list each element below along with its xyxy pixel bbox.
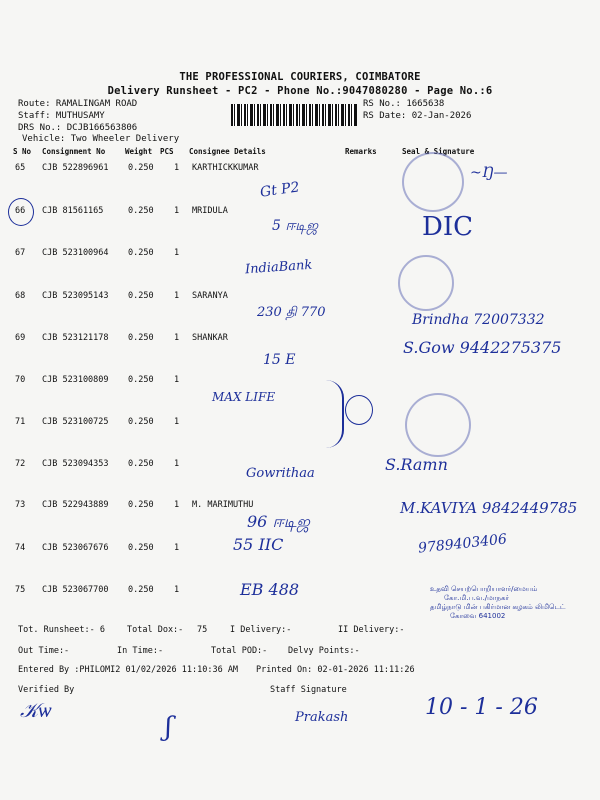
ii-delivery: II Delivery:- <box>338 625 405 635</box>
row-consignment: CJB 523095143 <box>42 291 109 301</box>
vehicle-label: Vehicle: Two Wheeler Delivery <box>22 134 180 144</box>
table-row <box>0 417 600 459</box>
row-consignment: CJB 522943889 <box>42 500 109 510</box>
drs-number: DRS No.: DCJB166563806 <box>18 123 138 133</box>
stamp-line: கோ.மி.ப.வ./மாநகர் <box>444 594 510 602</box>
row-consignee: MRIDULA <box>192 206 228 216</box>
col-pcs: PCS <box>160 147 174 156</box>
row-sno: 71 <box>15 417 26 427</box>
table-row <box>0 163 600 205</box>
handwritten-signature: 9789403406 <box>417 531 508 557</box>
row-sno: 66 <box>15 206 26 216</box>
route-label: Route: RAMALINGAM ROAD <box>18 99 138 109</box>
col-seal-signature: Seal & Signature <box>402 147 475 156</box>
row-consignment: CJB 523067700 <box>42 585 109 595</box>
row-weight: 0.250 <box>128 206 154 216</box>
row-pcs: 1 <box>174 163 180 173</box>
row-consignment: CJB 523094353 <box>42 459 109 469</box>
total-pod: Total POD:- <box>211 646 268 656</box>
row-pcs: 1 <box>174 500 180 510</box>
row-weight: 0.250 <box>128 333 154 343</box>
handwritten-note: Gt P2 <box>259 179 301 201</box>
row-pcs: 1 <box>174 585 180 595</box>
row-consignment: CJB 522896961 <box>42 163 109 173</box>
row-sno: 73 <box>15 500 26 510</box>
row-sno: 75 <box>15 585 26 595</box>
col-weight: Weight <box>125 147 153 156</box>
row-consignment: CJB 523100809 <box>42 375 109 385</box>
entered-by: Entered By :PHILOMI2 01/02/2026 11:10:36 AM <box>18 665 239 675</box>
row-sno: 67 <box>15 248 26 258</box>
total-dox-label: Total Dox:- <box>127 625 184 635</box>
table-row <box>0 375 600 417</box>
col-sno: S No <box>13 147 32 156</box>
row-consignment: CJB 523100964 <box>42 248 109 258</box>
row-weight: 0.250 <box>128 291 154 301</box>
handwritten-signature: DIC <box>422 212 474 242</box>
handwritten-signature: Brindha 72007332 <box>412 312 545 328</box>
handwritten-signature: S.Gow 9442275375 <box>403 338 562 357</box>
row-sno: 69 <box>15 333 26 343</box>
eb-office-stamp <box>430 585 566 621</box>
row-pcs: 1 <box>174 333 180 343</box>
handwritten-note: Gowrithaa <box>246 466 315 481</box>
out-time: Out Time:- <box>18 646 70 656</box>
company-title: THE PROFESSIONAL COURIERS, COIMBATORE <box>179 71 421 83</box>
handwritten-note: 96 ஈடிஜ <box>247 512 310 531</box>
handwritten-mark: ʃ <box>165 712 173 742</box>
handwritten-note: MAX LIFE <box>212 390 276 404</box>
row-pcs: 1 <box>174 375 180 385</box>
staff-signature: Prakash <box>295 710 349 725</box>
table-row <box>0 543 600 585</box>
row-consignee: KARTHICKKUMAR <box>192 163 259 173</box>
row-pcs: 1 <box>174 291 180 301</box>
row-sno: 65 <box>15 163 26 173</box>
row-consignment: CJB 523121178 <box>42 333 109 343</box>
handwritten-signature: M.KAVIYA 9842449785 <box>400 499 578 517</box>
handwritten-note: 5 ஈடிஜ <box>272 218 319 234</box>
handwritten-bracket <box>326 380 344 448</box>
row-weight: 0.250 <box>128 543 154 553</box>
row-weight: 0.250 <box>128 585 154 595</box>
in-time: In Time:- <box>117 646 164 656</box>
printed-on: Printed On: 02-01-2026 11:11:26 <box>256 665 415 675</box>
bank-seal-stamp <box>398 255 454 311</box>
handwritten-signature: S.Ramn <box>385 455 448 474</box>
tot-runsheet: Tot. Runsheet:- 6 <box>18 625 105 635</box>
row-66-circle-mark <box>8 198 34 226</box>
rs-date: RS Date: 02-Jan-2026 <box>363 111 472 121</box>
staff-label: Staff: MUTHUSAMY <box>18 111 105 121</box>
barcode <box>231 104 357 126</box>
row-sno: 74 <box>15 543 26 553</box>
staff-signature-label: Staff Signature <box>270 685 347 695</box>
handwritten-note: 15 E <box>263 352 296 368</box>
row-consignment: CJB 523067676 <box>42 543 109 553</box>
handwritten-note: IndiaBank <box>244 257 313 278</box>
col-remarks: Remarks <box>345 147 377 156</box>
handwritten-note: EB 488 <box>240 580 300 599</box>
row-sno: 70 <box>15 375 26 385</box>
row-sno: 72 <box>15 459 26 469</box>
row-consignment: CJB 81561165 <box>42 206 104 216</box>
runsheet-title: Delivery Runsheet - PC2 - Phone No.:9047080280 - Page No.:6 <box>107 85 493 97</box>
row-pcs: 1 <box>174 543 180 553</box>
rs-number: RS No.: 1665638 <box>363 99 445 109</box>
insurance-seal-stamp <box>405 393 471 457</box>
stamp-line: கோவை 641002 <box>450 612 506 620</box>
row-weight: 0.250 <box>128 417 154 427</box>
row-pcs: 1 <box>174 459 180 469</box>
handwritten-note: 230 தி 770 <box>257 305 326 320</box>
i-delivery: I Delivery:- <box>230 625 292 635</box>
handwritten-signature: ~Ŋ— <box>470 165 508 181</box>
stamp-line: உதவி செயற்பொறியாளர்/மையம் <box>430 585 538 593</box>
row-weight: 0.250 <box>128 248 154 258</box>
signature-circle-mark <box>345 395 373 425</box>
col-consignment: Consignment No <box>42 147 106 156</box>
row-consignee: SHANKAR <box>192 333 228 343</box>
delvy-points: Delvy Points:- <box>288 646 360 656</box>
row-pcs: 1 <box>174 206 180 216</box>
stamp-line: தமிழ்நாடு மின் பகிர்மான கழகம் லிமிடெட் <box>430 603 566 611</box>
row-pcs: 1 <box>174 248 180 258</box>
row-consignee: M. MARIMUTHU <box>192 500 254 510</box>
handwritten-date: 10 - 1 - 26 <box>425 695 538 720</box>
row-weight: 0.250 <box>128 163 154 173</box>
col-consignee: Consignee Details <box>189 147 266 156</box>
total-dox-value: 75 <box>197 625 208 635</box>
row-consignee: SARANYA <box>192 291 228 301</box>
row-consignment: CJB 523100725 <box>42 417 109 427</box>
row-weight: 0.250 <box>128 459 154 469</box>
verifier-signature: 𝒦ѡ <box>20 698 52 722</box>
company-seal-stamp <box>402 152 464 212</box>
verified-by: Verified By <box>18 685 75 695</box>
row-pcs: 1 <box>174 417 180 427</box>
row-weight: 0.250 <box>128 500 154 510</box>
row-sno: 68 <box>15 291 26 301</box>
row-weight: 0.250 <box>128 375 154 385</box>
handwritten-note: 55 IIC <box>233 535 284 554</box>
